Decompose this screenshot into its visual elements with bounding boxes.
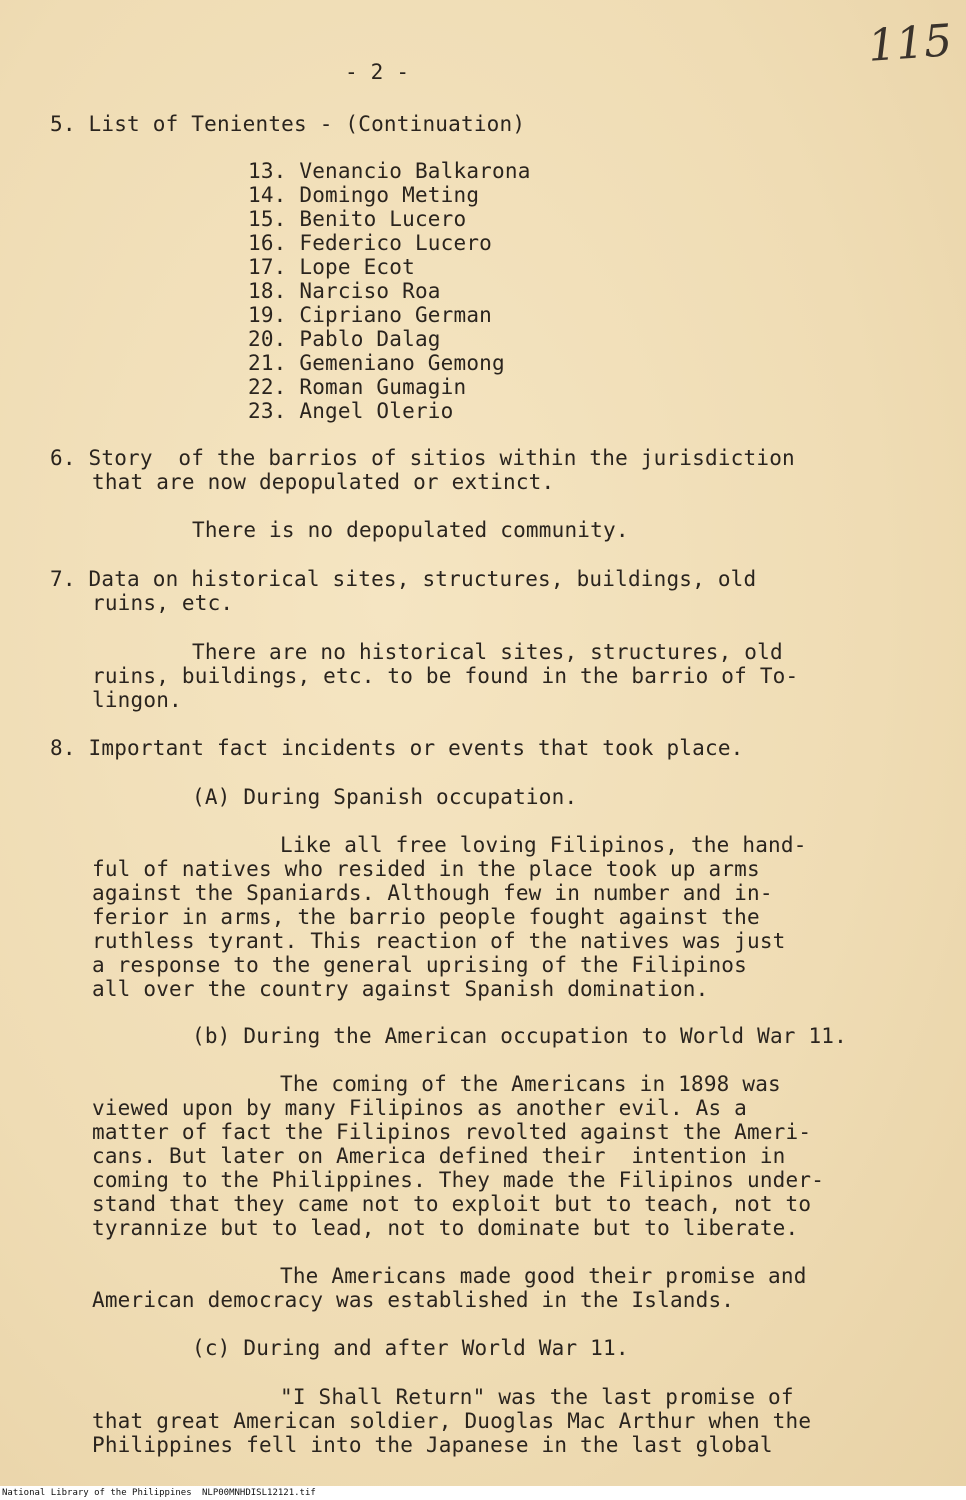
paragraph-line: all over the country against Spanish domination. — [92, 977, 709, 1001]
subsection-c-title: (c) During and after World War 11. — [192, 1336, 629, 1360]
section6-title: 6. Story of the barrios of sitios within the jurisdiction — [50, 446, 795, 470]
section7-answer: lingon. — [92, 688, 182, 712]
paragraph-line: Philippines fell into the Japanese in the last global — [92, 1433, 773, 1457]
section7-title: 7. Data on historical sites, structures, buildings, old — [50, 567, 757, 591]
paragraph-line: ferior in arms, the barrio people fought against the — [92, 905, 760, 929]
paragraph-line: cans. But later on America defined their intention in — [92, 1144, 786, 1168]
paragraph-line: Like all free loving Filipinos, the hand- — [280, 833, 807, 857]
list-item: 20. Pablo Dalag — [248, 327, 441, 351]
section7-title-cont: ruins, etc. — [92, 591, 234, 615]
footer-library-name: National Library of the Philippines — [2, 1488, 192, 1498]
paragraph-line: The Americans made good their promise and — [280, 1264, 807, 1288]
paragraph-line: The coming of the Americans in 1898 was — [280, 1072, 781, 1096]
paragraph-line: viewed upon by many Filipinos as another evil. As a — [92, 1096, 747, 1120]
paragraph-line: coming to the Philippines. They made the Filipinos under- — [92, 1168, 825, 1192]
paragraph-line: a response to the general uprising of the Filipinos — [92, 953, 747, 977]
scan-footer — [0, 1486, 966, 1500]
subsection-b-title: (b) During the American occupation to World War 11. — [192, 1024, 847, 1048]
page-header: - 2 - — [345, 60, 410, 84]
section6-answer: There is no depopulated community. — [192, 518, 629, 542]
paragraph-line: ful of natives who resided in the place took up arms — [92, 857, 760, 881]
list-item: 23. Angel Olerio — [248, 399, 454, 423]
subsection-a-title: (A) During Spanish occupation. — [192, 785, 578, 809]
paragraph-line: tyrannize but to lead, not to dominate but to liberate. — [92, 1216, 799, 1240]
list-item: 21. Gemeniano Gemong — [248, 351, 505, 375]
section7-answer: ruins, buildings, etc. to be found in the barrio of To- — [92, 664, 799, 688]
paragraph-line: American democracy was established in the Islands. — [92, 1288, 735, 1312]
list-item: 13. Venancio Balkarona — [248, 159, 531, 183]
list-item: 15. Benito Lucero — [248, 207, 467, 231]
list-item: 14. Domingo Meting — [248, 183, 480, 207]
handwritten-page-number: 115 — [866, 15, 954, 72]
section8-title: 8. Important fact incidents or events that took place. — [50, 736, 744, 760]
list-item: 22. Roman Gumagin — [248, 375, 467, 399]
section6-title-cont: that are now depopulated or extinct. — [92, 470, 555, 494]
paragraph-line: matter of fact the Filipinos revolted against the Ameri- — [92, 1120, 812, 1144]
list-item: 16. Federico Lucero — [248, 231, 493, 255]
paragraph-line: ruthless tyrant. This reaction of the natives was just — [92, 929, 786, 953]
paragraph-line: "I Shall Return" was the last promise of — [280, 1385, 794, 1409]
paragraph-line: against the Spaniards. Although few in number and in- — [92, 881, 773, 905]
list-item: 19. Cipriano German — [248, 303, 493, 327]
list-item: 17. Lope Ecot — [248, 255, 415, 279]
paragraph-line: stand that they came not to exploit but to teach, not to — [92, 1192, 812, 1216]
section5-title: 5. List of Tenientes - (Continuation) — [50, 112, 526, 136]
list-item: 18. Narciso Roa — [248, 279, 441, 303]
paragraph-line: that great American soldier, Duoglas Mac Arthur when the — [92, 1409, 812, 1433]
footer-file-name: NLP00MNHDISL12121.tif — [202, 1488, 316, 1498]
section7-answer: There are no historical sites, structures, old — [192, 640, 783, 664]
